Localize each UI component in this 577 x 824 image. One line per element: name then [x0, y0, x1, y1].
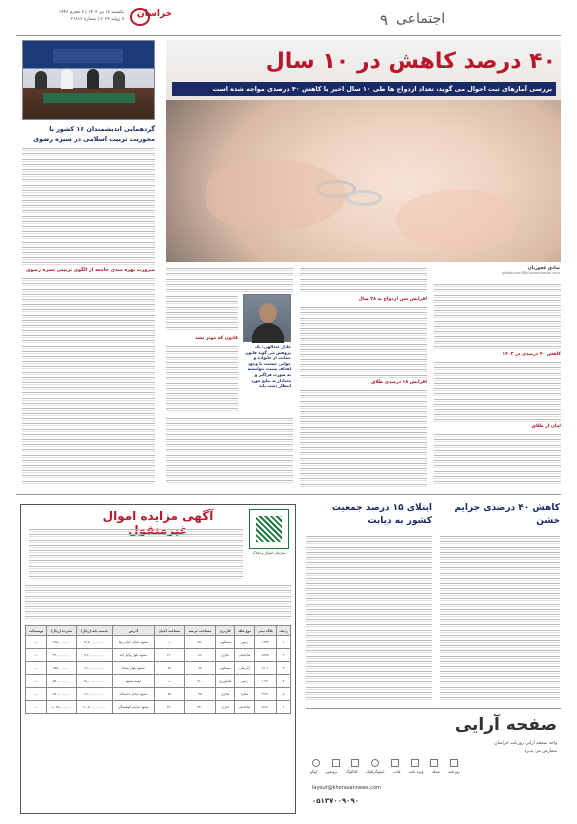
ad-body-text — [29, 527, 243, 579]
table-cell: تجاری — [216, 688, 235, 701]
col-header: آدرس — [113, 626, 155, 636]
author-email: ghafourian@khorasannews.com — [502, 271, 560, 275]
main-col-3-text — [166, 266, 293, 292]
col-header: مساحت اعیان — [154, 626, 184, 636]
table-cell: ۹,۶۰۰,۰۰۰,۰۰۰ — [76, 688, 112, 701]
table-cell: ۱۱۲۱ — [254, 675, 276, 688]
promo-item-7: لوگو — [310, 769, 317, 774]
table-cell: ۵۶۷۸ — [254, 649, 276, 662]
header-rule — [16, 35, 561, 36]
main-sub-5: قانون که موثر نشد — [195, 336, 238, 341]
special-icon — [411, 759, 419, 767]
table-cell: کشاورزی — [216, 675, 235, 688]
main-col-3-text-2 — [166, 294, 238, 334]
table-row — [26, 649, 291, 662]
promo-item-0: روزنامه — [448, 769, 460, 774]
promo-item-4: اینفوگرافیک — [365, 769, 385, 774]
main-col-3-text-3 — [166, 344, 238, 414]
table-cell: آپارتمان — [235, 662, 255, 675]
col-header: توضیحات — [26, 626, 47, 636]
auction-ad — [20, 504, 296, 814]
table-row — [26, 636, 291, 649]
table-cell: — — [26, 662, 47, 675]
date-line-1: یکشنبه ۱۷ تیر ۱۴۰۳ | ۳ محرم ۱۴۴۶ — [58, 10, 124, 15]
catalog-icon — [351, 759, 359, 767]
brochure-icon — [332, 759, 340, 767]
newspaper-icon — [450, 759, 458, 767]
table-cell: — — [26, 636, 47, 649]
side-body-text-2 — [22, 276, 155, 488]
masthead-logo — [128, 6, 174, 32]
table-cell: ۹۵ — [184, 662, 215, 675]
diabetes-headline: ابتلای ۱۵ درصد جمعیت کشور به دیابت — [331, 503, 432, 526]
table-row — [26, 688, 291, 701]
table-cell: ۲۵۰ — [184, 636, 215, 649]
promo-desc-2: سفارش می پذیرد — [524, 749, 557, 754]
ad-table — [25, 625, 291, 714]
main-sub-2: افزایش سن ازدواج به ۲۸ سال — [358, 297, 427, 302]
table-cell: ۳۱۴۱ — [254, 688, 276, 701]
table-cell: ۱۸۰ — [184, 649, 215, 662]
col-header: کاربری — [216, 626, 235, 636]
table-cell: مشهد خیابان کوهسنگی — [113, 701, 155, 714]
section-header — [380, 8, 562, 32]
book-icon — [391, 759, 399, 767]
quote-photo — [243, 294, 291, 342]
section-title: اجتماعی — [396, 11, 446, 27]
side-subheading: ضرورت بهره مندی جامعه از الگوی تربیتی سیره رضوی — [26, 268, 155, 273]
side-photo — [22, 40, 155, 120]
table-cell: ۷۵۰,۰۰۰,۰۰۰ — [47, 675, 76, 688]
table-cell: — — [26, 701, 47, 714]
promo-item-5: کاتالوگ — [345, 769, 358, 774]
table-cell: ۳۵۵,۰۰۰,۰۰۰ — [47, 662, 76, 675]
table-cell: ۱۲,۵۰۰,۰۰۰,۰۰۰ — [76, 636, 112, 649]
page-number: ۹ — [380, 11, 389, 29]
promo-item-6: بروشور — [325, 769, 338, 774]
pull-quote: عادل عبدالهی: یک پژوهش می گوید قانون حمایت از خانواده و جوانی جمعیت با وجود اهداف مثبت، نتوانسته به صورت فراگیر و معنادار به نتایج مورد انتظار دست یابد — [245, 344, 291, 389]
table-row — [26, 701, 291, 714]
table-cell: ۴۵ — [184, 688, 215, 701]
col-header: مساحت عرصه — [184, 626, 215, 636]
table-cell: — — [26, 675, 47, 688]
promo-desc: واحد صفحه آرایی روزنامه خراسان — [494, 741, 557, 746]
table-cell: ۳۲۰ — [184, 701, 215, 714]
table-cell: ۱,۰۲۵,۰۰۰,۰۰۰ — [47, 701, 76, 714]
table-cell: مسکونی — [216, 662, 235, 675]
col-header: نوع ملک — [235, 626, 255, 636]
promo-item-3: کتاب — [392, 769, 401, 774]
table-cell: ۴۸۰,۰۰۰,۰۰۰ — [47, 688, 76, 701]
table-cell: ۱۵,۰۰۰,۰۰۰,۰۰۰ — [76, 675, 112, 688]
promo-item-1: مجله — [431, 769, 440, 774]
table-cell: مغازه — [235, 688, 255, 701]
date-line-2: ۷ ژوئیه ۲۰۲۴ | شماره ۲۱۸۱۲ — [70, 17, 124, 22]
ad-org: سازمان اموال و املاک — [252, 551, 286, 555]
main-col-2-text-2 — [300, 305, 427, 379]
main-col-1-text-3 — [434, 432, 561, 488]
table-cell: ۸۵ — [154, 662, 184, 675]
main-col-1-text-2 — [434, 360, 561, 422]
table-cell: — — [154, 675, 184, 688]
section-rule — [16, 494, 561, 495]
main-sub-3: افزایش ۱۸ درصدی طلاق — [371, 380, 427, 385]
table-cell: ۱۲۰ — [154, 649, 184, 662]
col-header: پلاک ثبتی — [254, 626, 276, 636]
author-name: صادق غفوریان — [527, 266, 560, 271]
crime-headline: کاهش ۴۰ درصدی جرایم خشن — [454, 503, 560, 526]
table-cell: ۶ — [276, 701, 290, 714]
table-row — [26, 675, 291, 688]
crime-body — [440, 534, 560, 704]
table-cell: زمین — [235, 675, 255, 688]
main-col-2-text-3 — [300, 388, 427, 488]
main-deck: بررسی آمارهای ثبت احوال می گوید، تعداد ازدواج ها طی ۱۰ سال اخیر با کاهش ۴۰ درصدی مواجه شده است — [172, 82, 556, 96]
main-sub-4: امان از طلاق — [531, 424, 561, 429]
table-cell: ۴ — [276, 675, 290, 688]
table-cell: — — [26, 688, 47, 701]
table-cell: ساختمان — [235, 649, 255, 662]
promo-phone[interactable]: ۰۵۱۳۷۰۰۹۰۹۰ — [312, 797, 359, 805]
table-cell: مشهد خیابان احمدآباد — [113, 688, 155, 701]
promo-box — [306, 708, 561, 814]
table-cell: حومه مشهد — [113, 675, 155, 688]
diabetes-body — [306, 534, 432, 704]
col-header: ردیف — [276, 626, 290, 636]
promo-item-2: ویژه نامه — [409, 769, 424, 774]
table-cell: اداری — [216, 701, 235, 714]
magazine-icon — [430, 759, 438, 767]
table-cell: ۵ — [276, 688, 290, 701]
col-header: قیمت پایه (ریال) — [76, 626, 112, 636]
ad-table-wrap — [25, 625, 291, 714]
table-cell: ۱ — [276, 636, 290, 649]
table-cell: ۴۵ — [154, 688, 184, 701]
table-cell: ۹۱۰۱ — [254, 662, 276, 675]
promo-title: صفحه آرایی — [454, 715, 557, 735]
infographic-icon — [371, 759, 379, 767]
table-cell: ۱۲۰۰ — [184, 675, 215, 688]
main-author-block — [420, 266, 560, 275]
table-cell: ۳ — [276, 662, 290, 675]
table-cell: مسکونی — [216, 636, 235, 649]
col-header: سپرده (ریال) — [47, 626, 76, 636]
table-cell: ۴۲۰,۰۰۰,۰۰۰ — [47, 649, 76, 662]
table-cell: تجاری — [216, 649, 235, 662]
ad-title: آگهی مزایده اموال — [102, 509, 214, 523]
main-col-1-text — [434, 282, 561, 352]
main-col-2-text — [300, 266, 427, 296]
table-cell: — — [26, 649, 47, 662]
table-cell: ۱۲۳۴ — [254, 636, 276, 649]
logo-icon — [312, 759, 320, 767]
table-cell: ۶۲۵,۰۰۰,۰۰۰ — [47, 636, 76, 649]
date-block — [16, 9, 124, 23]
table-cell: ۵۱۶۱ — [254, 701, 276, 714]
table-cell: — — [154, 636, 184, 649]
table-cell: مشهد بلوار سجاد — [113, 662, 155, 675]
table-cell: ۲۰,۵۰۰,۰۰۰,۰۰۰ — [76, 701, 112, 714]
promo-email[interactable]: layout@khorasannews.com — [312, 785, 381, 791]
side-headline: گردهمایی اندیشمندان ۱۶ کشور با محوریت تربیت اسلامی در سیره رضوی — [33, 125, 155, 143]
table-cell: ساختمان — [235, 701, 255, 714]
table-cell: زمین — [235, 636, 255, 649]
main-sub-1: کاهش ۴۰ درصدی در ۱۴۰۲ — [502, 352, 561, 357]
table-cell: ۸,۴۰۰,۰۰۰,۰۰۰ — [76, 649, 112, 662]
table-cell: مشهد بلوار وکیل آباد — [113, 649, 155, 662]
side-body-text — [22, 146, 155, 268]
table-cell: ۷,۱۰۰,۰۰۰,۰۰۰ — [76, 662, 112, 675]
promo-icon-row — [312, 759, 458, 769]
table-cell: ۲۴۰ — [154, 701, 184, 714]
main-title: ۴۰ درصد کاهش در ۱۰ سال — [265, 49, 556, 74]
table-cell: مشهد خیابان امام رضا — [113, 636, 155, 649]
table-cell: ۲ — [276, 649, 290, 662]
ad-footer-text — [25, 583, 291, 623]
logo-text: خراسان — [136, 9, 172, 19]
ad-logo — [249, 509, 289, 549]
main-col-3-text-4 — [166, 416, 293, 488]
table-row — [26, 662, 291, 675]
